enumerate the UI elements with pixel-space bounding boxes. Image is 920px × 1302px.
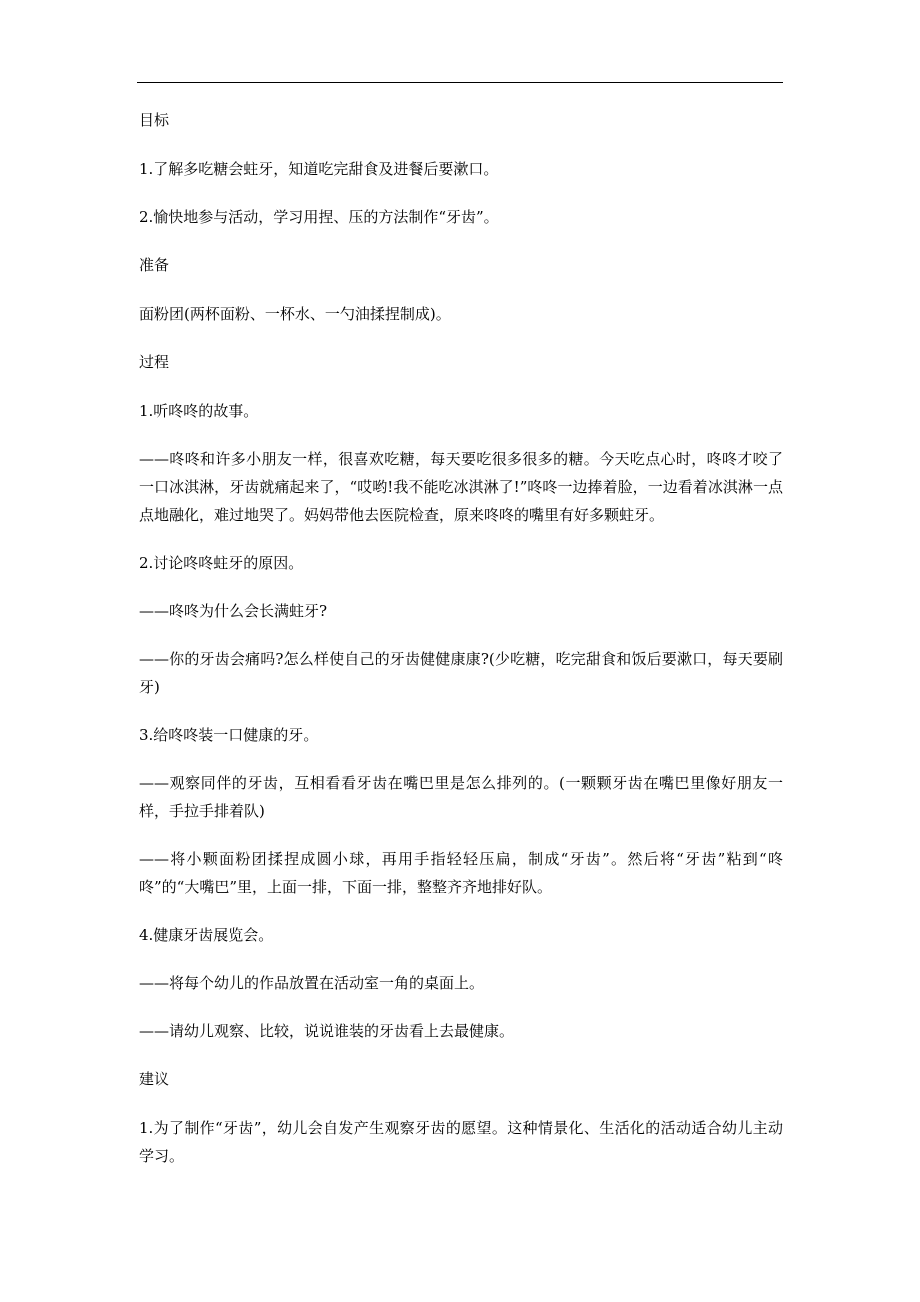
process-step-2-question-1: ——咚咚为什么会长满蛀牙? — [139, 602, 328, 620]
section-heading-process: 过程 — [139, 353, 170, 371]
process-step-2-question-2: ——你的牙齿会痛吗?怎么样使自己的牙齿健健康康?(少吃糖，吃完甜食和饭后要漱口，每天要刷牙) — [139, 650, 783, 696]
process-step-3-detail-2: ——将小颗面粉团揉捏成圆小球，再用手指轻轻压扁，制成“牙齿”。然后将“牙齿”粘到“咚咚”的“大嘴巴”里，上面一排，下面一排，整整齐齐地排好队。 — [139, 850, 783, 896]
goal-item-2: 2.愉快地参与活动，学习用捏、压的方法制作“牙齿”。 — [139, 208, 499, 226]
process-step-1: 1.听咚咚的故事。 — [139, 402, 259, 420]
process-step-4-detail-1: ——将每个幼儿的作品放置在活动室一角的桌面上。 — [139, 974, 485, 992]
process-step-3: 3.给咚咚装一口健康的牙。 — [139, 726, 319, 744]
process-step-4-detail-2: ——请幼儿观察、比较，说说谁装的牙齿看上去最健康。 — [139, 1022, 515, 1040]
header-rule — [137, 82, 783, 83]
process-step-2: 2.讨论咚咚蛀牙的原因。 — [139, 554, 304, 572]
process-step-4: 4.健康牙齿展览会。 — [139, 926, 274, 944]
preparation-text: 面粉团(两杯面粉、一杯水、一勺油揉捏制成)。 — [139, 305, 451, 323]
process-step-1-story: ——咚咚和许多小朋友一样，很喜欢吃糖，每天要吃很多很多的糖。今天吃点心时，咚咚才咬了一口冰淇淋，牙齿就痛起来了，“哎哟!我不能吃冰淇淋了!”咚咚一边捧着脸，一边看着冰淇淋一点点地融化，难过地哭了。妈妈带他去医院检查，原来咚咚的嘴里有好多颗蛀牙。 — [139, 450, 783, 524]
section-heading-suggestions: 建议 — [139, 1070, 170, 1088]
section-heading-goals: 目标 — [139, 111, 170, 129]
suggestion-item-1: 1.为了制作“牙齿”，幼儿会自发产生观察牙齿的愿望。这种情景化、生活化的活动适合幼儿主动学习。 — [139, 1119, 783, 1165]
document-body — [139, 106, 783, 1190]
process-step-3-detail-1: ——观察同伴的牙齿，互相看看牙齿在嘴巴里是怎么排列的。(一颗颗牙齿在嘴巴里像好朋友一样，手拉手排着队) — [139, 774, 783, 820]
section-heading-preparation: 准备 — [139, 256, 170, 274]
goal-item-1: 1.了解多吃糖会蛀牙，知道吃完甜食及进餐后要漱口。 — [139, 160, 499, 178]
